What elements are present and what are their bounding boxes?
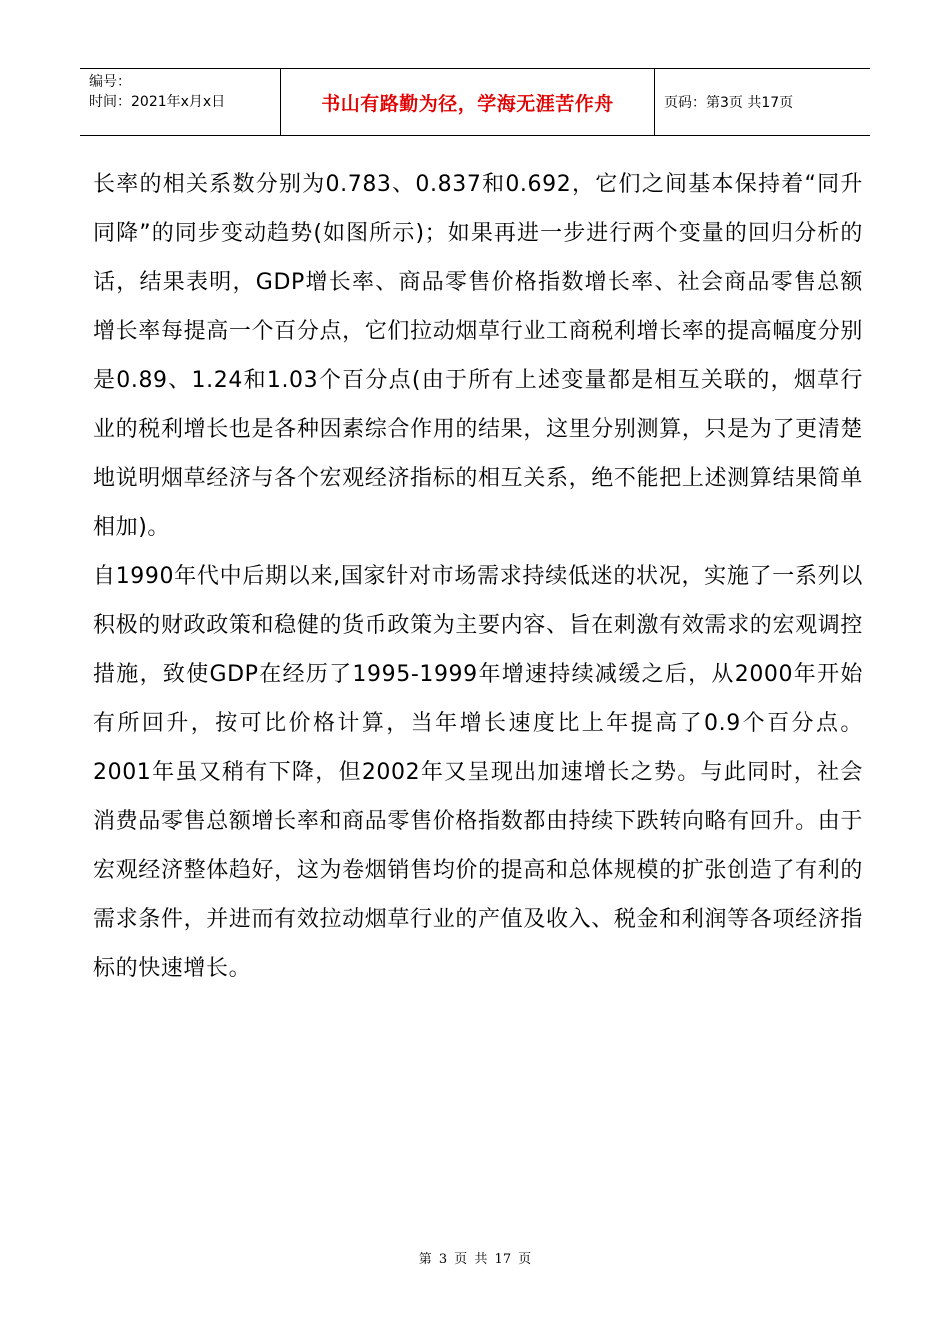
header-page-info: 页码：第3页 共17页 xyxy=(664,95,794,111)
header-motto: 书山有路勤为径，学海无涯苦作舟 xyxy=(321,92,614,115)
document-time-label: 时间：2021年x月x日 xyxy=(89,94,226,110)
header-motto-cell xyxy=(281,69,655,135)
document-number-label: 编号： xyxy=(89,74,131,90)
header-page-cell xyxy=(655,69,870,135)
body-paragraph: 长率的相关系数分别为0.783、0.837和0.692，它们之间基本保持着“同升同降”的同步变动趋势(如图所示)；如果再进一步进行两个变量的回归分析的话，结果表明，GDP增长率、商品零售价格指数增长率、社会商品零售总额增长率每提高一个百分点，它们拉动烟草行业工商税利增长率的提高幅度分别是0.89、1.24和1.03个百分点(由于所有上述变量都是相互关联的，烟草行业的税利增长也是各种因素综合作用的结果，这里分别测算，只是为了更清楚地说明烟草经济与各个宏观经济指标的相互关系，绝不能把上述测算结果简单相加)。 xyxy=(93,172,863,540)
page-footer: 第 3 页 共 17 页 xyxy=(418,1252,532,1267)
page-header xyxy=(80,68,870,136)
document-body xyxy=(93,160,863,993)
body-paragraph: 自1990年代中后期以来,国家针对市场需求持续低迷的状况，实施了一系列以积极的财政政策和稳健的货币政策为主要内容、旨在刺激有效需求的宏观调控措施，致使GDP在经历了1995-1999年增速持续减缓之后，从2000年开始有所回升，按可比价格计算，当年增长速度比上年提高了0.9个百分点。2001年虽又稍有下降，但2002年又呈现出加速增长之势。与此同时，社会消费品零售总额增长率和商品零售价格指数都由持续下跌转向略有回升。由于宏观经济整体趋好，这为卷烟销售均价的提高和总体规模的扩张创造了有利的需求条件，并进而有效拉动烟草行业的产值及收入、税金和利润等各项经济指标的快速增长。 xyxy=(93,564,863,981)
header-meta-cell xyxy=(80,69,281,135)
